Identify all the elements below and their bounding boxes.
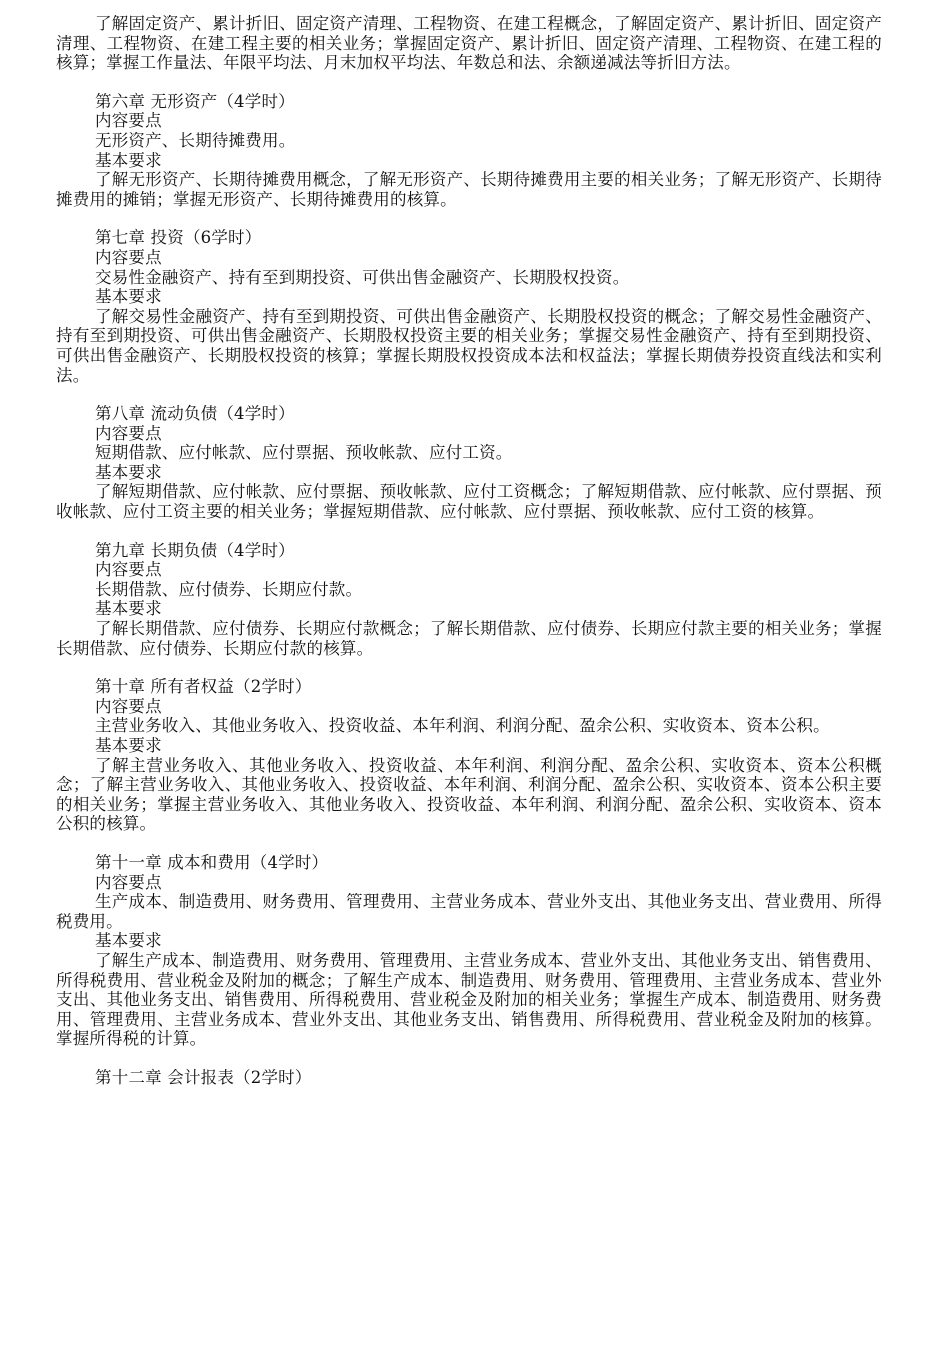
chapter-8: [56, 404, 882, 522]
chapter-12: [56, 1068, 882, 1088]
chapter-title: 第九章 长期负债（4学时）: [95, 540, 295, 560]
spacer: [56, 209, 882, 228]
chapter-9: [56, 541, 882, 659]
chapter-title: 第六章 无形资产（4学时）: [95, 91, 295, 111]
content-text: 生产成本、制造费用、财务费用、管理费用、主营业务成本、营业外支出、其他业务支出、营业费用、所得税费用。: [56, 892, 882, 931]
chapter-title: 第十一章 成本和费用（4学时）: [95, 852, 329, 872]
spacer: [56, 522, 882, 541]
content-text: 短期借款、应付帐款、应付票据、预收帐款、应付工资。: [95, 443, 513, 463]
requirements-label: 基本要求: [95, 736, 162, 755]
requirements-text: 了解长期借款、应付债券、长期应付款概念；了解长期借款、应付债券、长期应付款主要的相关业务；掌握长期借款、应付债券、长期应付款的核算。: [56, 619, 882, 658]
chapter-title: 第八章 流动负债（4学时）: [95, 404, 295, 424]
spacer: [56, 658, 882, 677]
requirements-text: 了解无形资产、长期待摊费用概念，了解无形资产、长期待摊费用主要的相关业务；了解无形资产、长期待摊费用的摊销；掌握无形资产、长期待摊费用的核算。: [56, 170, 882, 209]
content-label: 内容要点: [95, 696, 162, 716]
content-text: 无形资产、长期待摊费用。: [95, 130, 296, 150]
chapter-10: [56, 677, 882, 834]
spacer: [56, 834, 882, 853]
requirements-label: 基本要求: [95, 150, 162, 170]
chapter-title: 第十章 所有者权益（2学时）: [95, 677, 312, 697]
content-label: 内容要点: [95, 872, 162, 892]
chapter-11: [56, 853, 882, 1049]
spacer: [56, 1049, 882, 1068]
requirements-label: 基本要求: [95, 462, 162, 482]
content-label: 内容要点: [95, 247, 162, 267]
content-label: 内容要点: [95, 111, 162, 131]
requirements-label: 基本要求: [95, 931, 162, 951]
content-label: 内容要点: [95, 560, 162, 580]
spacer: [56, 73, 882, 92]
content-text: 主营业务收入、其他业务收入、投资收益、本年利润、利润分配、盈余公积、实收资本、资本公积。: [95, 716, 830, 736]
requirements-text: 了解交易性金融资产、持有至到期投资、可供出售金融资产、长期股权投资的概念；了解交易性金融资产、持有至到期投资、可供出售金融资产、长期股权投资主要的相关业务；掌握交易性金融资产、持有至到期投资、可供出售金融资产、长期股权投资的核算；掌握长期股权投资成本法和权益法；掌握长期债券投资直线法和实利法。: [56, 306, 882, 385]
requirements-text: 了解主营业务收入、其他业务收入、投资收益、本年利润、利润分配、盈余公积、实收资本、资本公积概念；了解主营业务收入、其他业务收入、投资收益、本年利润、利润分配、盈余公积、实收资本、资本公积主要的相关业务；掌握主营业务收入、其他业务收入、投资收益、本年利润、利润分配、盈余公积、实收资本、资本公积的核算。: [56, 755, 882, 834]
spacer: [56, 385, 882, 404]
content-text: 长期借款、应付债券、长期应付款。: [95, 579, 363, 599]
requirements-text: 了解短期借款、应付帐款、应付票据、预收帐款、应付工资概念；了解短期借款、应付帐款、应付票据、预收帐款、应付工资主要的相关业务；掌握短期借款、应付帐款、应付票据、预收帐款、应付工资的核算。: [56, 482, 882, 522]
requirements-label: 基本要求: [95, 287, 162, 307]
content-label: 内容要点: [95, 423, 162, 443]
document-page: [56, 14, 882, 1088]
chapter-6: [56, 92, 882, 210]
intro-paragraph: 了解固定资产、累计折旧、固定资产清理、工程物资、在建工程概念，了解固定资产、累计折旧、固定资产清理、工程物资、在建工程主要的相关业务；掌握固定资产、累计折旧、固定资产清理、工程物资、在建工程的核算；掌握工作量法、年限平均法、月末加权平均法、年数总和法、余额递减法等折旧方法。: [56, 14, 882, 73]
requirements-label: 基本要求: [95, 599, 162, 619]
chapter-title: 第七章 投资（6学时）: [95, 228, 262, 248]
chapter-title: 第十二章 会计报表（2学时）: [95, 1067, 312, 1087]
content-text: 交易性金融资产、持有至到期投资、可供出售金融资产、长期股权投资。: [95, 267, 630, 287]
requirements-text: 了解生产成本、制造费用、财务费用、管理费用、主营业务成本、营业外支出、其他业务支出、销售费用、所得税费用、营业税金及附加的概念；了解生产成本、制造费用、财务费用、管理费用、主营业务成本、营业外支出、其他业务支出、销售费用、所得税费用、营业税金及附加的相关业务；掌握生产成本、制造费用、财务费用、管理费用、主营业务成本、营业外支出、其他业务支出、销售费用、所得税费用、营业税金及附加的核算。掌握所得税的计算。: [56, 950, 882, 1049]
chapter-7: [56, 228, 882, 385]
